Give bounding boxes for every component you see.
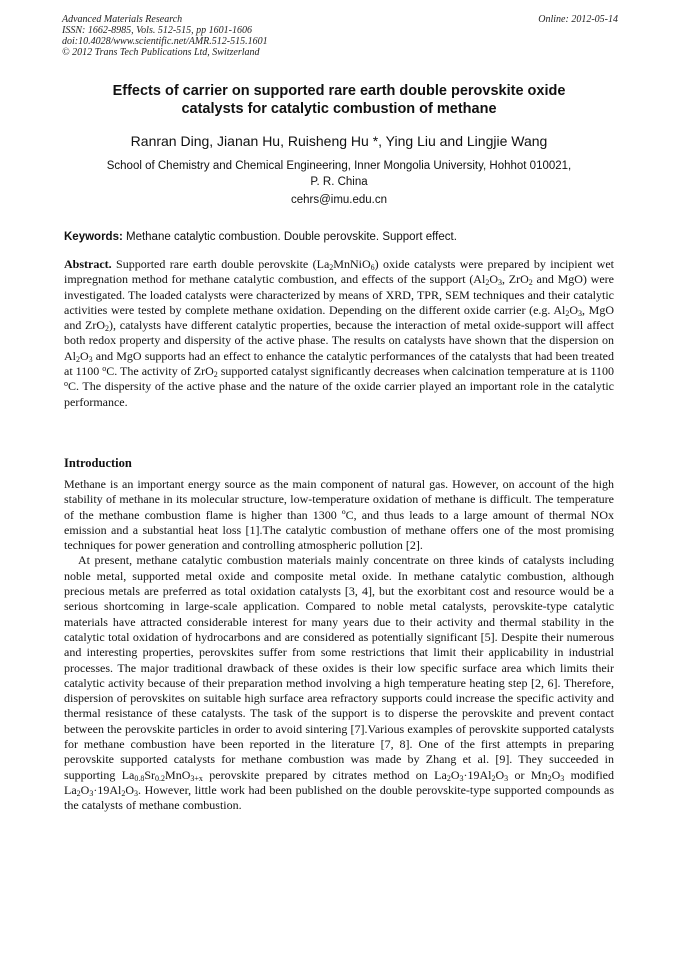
title-line-2: catalysts for catalytic combustion of methane [181,101,497,117]
intro-text: modified La [64,767,614,797]
subscript: 2 [491,773,496,783]
intro-paragraph-1: Methane is an important energy source as the main component of natural gas. However, on account of the high stability of methane in its molecular structure, low-temperature oxidation of methane is difficult. The temperature of the methane combustion flame is higher than 1300 ºC, and thus leads to a large amount of thermal NOx emission and a substantial heat loss [1].The catalytic combustion of methane offers one of the most promising techniques for power generation and controlling atmospheric pollution [2]. [64,477,614,553]
subscript: 2 [76,788,81,798]
introduction-body [64,477,614,814]
subscript: 0.8 [134,773,145,783]
abstract-text: Supported rare earth double perovskite (La [111,257,330,271]
subscript: 3 [560,773,565,783]
subscript: 2 [485,278,490,288]
subscript: 3 [504,773,509,783]
keywords [64,230,614,244]
abstract-text: , ZrO [501,272,529,287]
paper-title [64,82,614,118]
subscript: 2 [547,773,552,783]
subscript: 3 [497,278,502,288]
abstract-text: and MgO) were investigated. The loaded catalysts were characterized by means of XRD, TPR, SEM techniques and their catalytic activities were tested by complete methane oxidation. Depending on the different oxide carrier (e.g. Al [64,272,614,317]
intro-text: MnO [165,767,191,782]
subscript: 2 [329,263,334,272]
abstract-text: , MgO and ZrO [64,302,614,333]
contact-email: cehrs@imu.edu.cn [290,194,388,206]
subscript: 3 [88,354,93,364]
affiliation-line-1: School of Chemistry and Chemical Engineering, Inner Mongolia University, Hohhot 010021, [106,160,572,172]
intro-text: O [125,782,134,797]
subscript: 2 [105,324,110,334]
intro-text: O [495,767,505,782]
abstract-label: Abstract. [64,257,112,271]
abstract-text: and MgO supports had an effect to enhance the catalytic performances of the catalysts that had been treated at 1100 [64,348,614,379]
abstract-text: MnNiO [333,257,371,271]
subscript: 3+x [190,773,203,783]
intro-text: O [80,782,90,797]
subscript: 2 [76,354,80,364]
superscript: o [64,379,68,389]
superscript: o [102,364,107,374]
abstract-text: O [489,272,498,287]
abstract [64,257,614,410]
intro-text: At present, methane catalytic combustion materials mainly concentrate on three kinds of catalysts including noble metal, supported metal oxide and composite metal oxide. In methane catalytic combustion, although precious metals are preferred as total oxidation catalysts [3, 4], but the exorbitant cost and resource would be a serious shortcoming in large-scale application. Compared to noble metal catalysts, perovskite-type catalytic materials have attracted considerable interest for many years due to their activity and thermal stability in the catalytic total oxidation of hydrocarbons and are considered as potentially significant [5]. Despite their numerous and interesting properties, perovskites suffer from some restrictions that limit their applicability in industrial processes. The major traditional drawback of these oxides is their low specific surface area which limits their catalytic activity because of their preparation method involving a high temperature heating step [2, 6]. Therefore, dispersion of perovskites on suitable high surface area refractory supports could increase the specific activity and thermal resistance of these catalysts. The task of the support is to disperse the perovskite and prevent contact between the perovskite particles in order to avoid sintering [7].Various examples of perovskite supported catalysts for methane combustion have been reported in the literature [7, 8]. One of the first attempts in preparing perovskite supported catalysts for methane combustion was made by Zhang et al. [9]. They succeeded in supporting La [64,553,614,782]
intro-text: Sr [144,767,156,782]
intro-text: O [450,767,460,782]
introduction-heading: Introduction [64,456,132,470]
keywords-label: Keywords: [64,231,123,243]
intro-text: perovskite prepared by citrates method on La [202,767,447,782]
doi-line: doi:10.4028/www.scientific.net/AMR.512-515.1601 [62,36,268,47]
affiliation [64,158,614,190]
intro-text: or Mn [508,767,548,782]
subscript: 3 [134,788,138,798]
subscript: 3 [89,788,94,798]
issn-line: ISSN: 1662-8985, Vols. 512-515, pp 1601-1606 [62,25,252,36]
abstract-text: O [569,302,579,317]
subscript: 3 [459,773,464,783]
keywords-text: Methane catalytic combustion. Double perovskite. Support effect. [122,231,457,243]
subscript: 2 [528,278,533,288]
journal-name: Advanced Materials Research [62,14,183,25]
intro-paragraph-2 [64,553,614,813]
online-date: Online: 2012-05-14 [538,14,618,25]
title-line-1: Effects of carrier on supported rare earth double perovskite oxide [112,83,566,99]
abstract-text: C. The activity of ZrO [106,364,214,379]
abstract-text: O [80,348,89,363]
author-list: Ranran Ding, Jianan Hu, Ruisheng Hu *, Ying Liu and Lingjie Wang [130,133,548,149]
abstract-text: ) oxide catalysts were prepared by incipient wet impregnation method for methane catalytic combustion, and effects of the support (Al [64,257,614,287]
intro-text: O [551,767,561,782]
intro-text: ·19Al [93,782,122,797]
copyright-line: © 2012 Trans Tech Publications Ltd, Switzerland [62,47,260,58]
journal-header [62,14,618,58]
intro-text: . However, little work had been published on the double perovskite-type supported compounds as the catalysts of methane combustion. [64,782,614,813]
affiliation-line-2: P. R. China [310,176,368,188]
abstract-text: C. The dispersity of the active phase and the nature of the oxide carrier played an important role in the catalytic performance. [64,379,614,409]
abstract-text: ), catalysts have different catalytic properties, because the interaction of metal oxide-support will affect both redox property and dispersity of the active phase. The results on catalysts have shown that the dispersion on Al [64,318,614,363]
subscript: 6 [370,263,375,272]
abstract-text: supported catalyst significantly decreases when calcination temperature at is 1100 [217,364,614,379]
subscript: 0.2 [155,773,166,783]
subscript: 3 [578,308,583,318]
subscript: 2 [565,308,570,318]
subscript: 2 [213,370,218,380]
subscript: 2 [446,773,451,783]
subscript: 2 [121,788,126,798]
intro-text: ·19Al [463,767,492,782]
